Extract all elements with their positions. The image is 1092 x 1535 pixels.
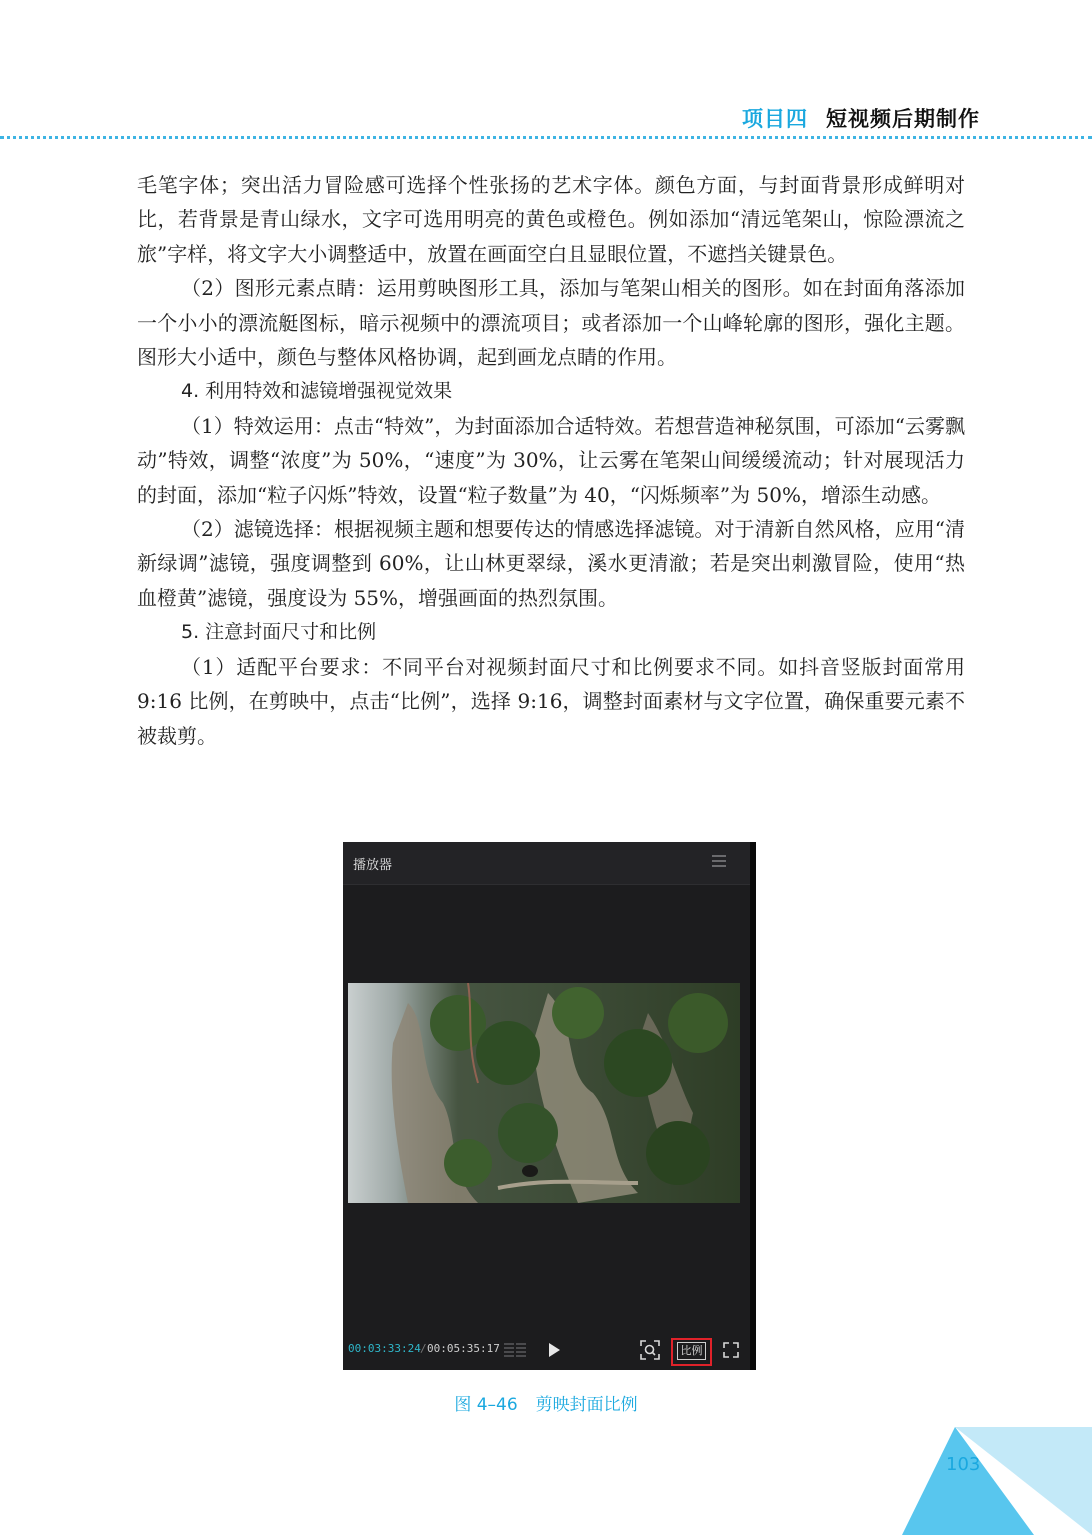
header-title: 短视频后期制作: [826, 107, 980, 131]
figure-number: 图 4–46: [454, 1395, 518, 1415]
paragraph-3: （1）特效运用：点击“特效”，为封面添加合适特效。若想营造神秘氛围，可添加“云雾飘动”特效，调整“浓度”为 50%，“速度”为 30%，让云雾在笔架山间缓缓流动；针对展现活力的封面，添加“粒子闪烁”特效，设置“粒子数量”为 40，“闪烁频率”为 50%，增添生动感。: [137, 413, 965, 507]
paragraph-1: 毛笔字体；突出活力冒险感可选择个性张扬的艺术字体。颜色方面，与封面背景形成鲜明对比，若背景是青山绿水，文字可选用明亮的黄色或橙色。例如添加“清远笔架山，惊险漂流之旅”字样，将文字大小调整适中，放置在画面空白且显眼位置，不遮挡关键景色。: [137, 173, 965, 266]
section-heading-5: 5. 注意封面尺寸和比例: [181, 621, 377, 644]
page-number: 103: [946, 1454, 981, 1475]
total-time: 00:05:35:17: [427, 1342, 500, 1355]
paragraph-4: （2）滤镜选择：根据视频主题和想要传达的情感选择滤镜。对于清新自然风格，应用“清新绿调”滤镜，强度调整到 60%，让山林更翠绿，溪水更清澈；若是突出刺激冒险，使用“热血橙黄”滤镜，强度设为 55%，增强画面的热烈氛围。: [137, 517, 965, 610]
time-separator: /: [420, 1342, 427, 1355]
ratio-button[interactable]: 比例: [677, 1342, 706, 1360]
header-project: 项目四: [742, 107, 808, 131]
player-title: 播放器: [353, 858, 393, 873]
current-time: 00:03:33:24: [348, 1342, 421, 1355]
section-heading-4: 4. 利用特效和滤镜增强视觉效果: [181, 380, 453, 403]
paragraph-2: （2）图形元素点睛：运用剪映图形工具，添加与笔架山相关的图形。如在封面角落添加一个小小的漂流艇图标，暗示视频中的漂流项目；或者添加一个山峰轮廓的图形，强化主题。图形大小适中，颜色与整体风格协调，起到画龙点睛的作用。: [137, 276, 965, 370]
paragraph-5: （1）适配平台要求：不同平台对视频封面尺寸和比例要求不同。如抖音竖版封面常用 9:16 比例，在剪映中，点击“比例”，选择 9:16，调整封面素材与文字位置，确保重要元素不被裁剪。: [137, 654, 965, 748]
figure-caption-text: 剪映封面比例: [535, 1395, 638, 1415]
